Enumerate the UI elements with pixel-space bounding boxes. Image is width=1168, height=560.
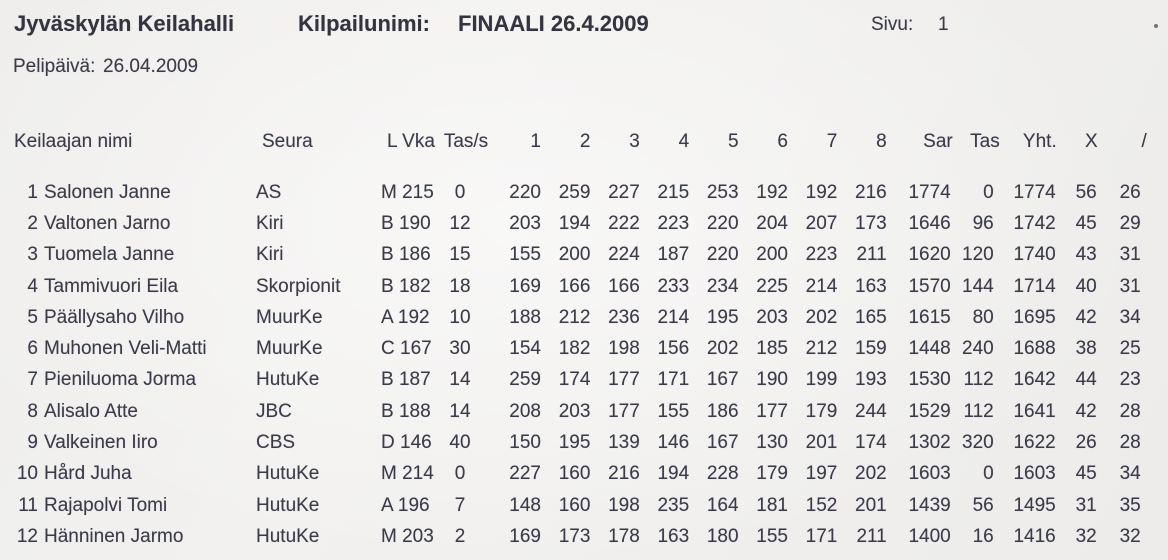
game-1-score: 208 (509, 400, 541, 422)
game-1-score: 155 (509, 244, 541, 266)
strikes-count: 42 (1075, 400, 1097, 422)
game-3-score: 216 (608, 463, 640, 485)
game-6-score: 177 (756, 400, 788, 422)
table-row (0, 177, 1168, 208)
game-2-score: 203 (558, 400, 591, 422)
game-8-score: 201 (855, 494, 887, 516)
game-6-score: 181 (756, 494, 788, 516)
game-3-score: 236 (608, 306, 640, 328)
player-rank: 10 (16, 463, 38, 485)
col-header-series-total: Sar (923, 131, 953, 152)
player-rank: 12 (16, 525, 38, 547)
spares-count: 34 (1119, 463, 1141, 485)
col-header-game-6: 6 (777, 131, 788, 152)
game-4-score: 163 (657, 525, 690, 547)
player-handicap-per-series: 0 (454, 181, 466, 203)
series-total: 1570 (908, 275, 951, 297)
spares-count: 29 (1119, 212, 1141, 234)
game-2-score: 182 (558, 338, 591, 360)
game-3-score: 139 (608, 432, 640, 454)
player-rank: 6 (27, 338, 38, 360)
game-8-score: 216 (855, 181, 887, 203)
player-handicap-per-series: 10 (449, 306, 471, 328)
handicap-total: 112 (963, 400, 994, 422)
player-club: HutuKe (256, 463, 320, 485)
player-class-average: D 146 (381, 432, 432, 454)
competition-label: Kilpailunimi: (298, 11, 430, 36)
playdate-value: 26.04.2009 (103, 56, 199, 77)
game-5-score: 195 (706, 306, 739, 328)
col-header-handicap-total: Tas (970, 131, 1000, 152)
player-club: JBC (256, 400, 292, 422)
page-number-label: Sivu: (871, 14, 914, 35)
player-club: HutuKe (256, 525, 320, 547)
grand-total: 1695 (1013, 306, 1056, 328)
player-handicap-per-series: 18 (449, 275, 471, 297)
player-rank: 11 (18, 494, 38, 516)
grand-total: 1603 (1013, 463, 1056, 485)
col-header-game-3: 3 (629, 131, 640, 152)
game-6-score: 225 (756, 275, 788, 297)
player-name: Valtonen Jarno (44, 212, 171, 234)
player-class-average: A 196 (381, 494, 430, 516)
strikes-count: 44 (1075, 369, 1097, 391)
player-class-average: B 182 (381, 275, 431, 297)
game-6-score: 192 (756, 181, 788, 203)
table-row (0, 302, 1168, 333)
grand-total: 1416 (1013, 525, 1056, 547)
game-7-score: 223 (805, 244, 838, 266)
game-4-score: 155 (657, 400, 690, 422)
player-handicap-per-series: 14 (449, 369, 471, 391)
grand-total: 1740 (1013, 244, 1056, 266)
col-header-game-1: 1 (530, 131, 541, 152)
series-total: 1302 (908, 432, 951, 454)
col-header-spares: / (1141, 131, 1147, 152)
spares-count: 31 (1119, 275, 1141, 297)
game-7-score: 179 (805, 400, 838, 422)
col-header-game-4: 4 (678, 131, 690, 152)
player-rank: 2 (27, 212, 38, 234)
player-handicap-per-series: 0 (454, 463, 466, 485)
player-club: Skorpionit (256, 275, 341, 297)
col-header-strikes: X (1085, 131, 1098, 152)
player-class-average: M 215 (381, 181, 434, 203)
game-1-score: 148 (509, 494, 541, 516)
col-header-game-7: 7 (826, 131, 838, 152)
series-total: 1620 (908, 244, 951, 266)
game-5-score: 167 (706, 369, 739, 391)
handicap-total: 320 (962, 432, 994, 454)
player-name: Hård Juha (44, 463, 132, 485)
game-5-score: 180 (706, 525, 739, 547)
series-total: 1530 (908, 369, 951, 391)
table-rows (0, 177, 1168, 553)
player-handicap-per-series: 14 (449, 400, 471, 422)
player-club: AS (256, 181, 282, 203)
game-7-score: 207 (805, 212, 838, 234)
player-club: CBS (256, 432, 296, 454)
game-2-score: 174 (558, 369, 591, 391)
handicap-total: 112 (963, 369, 994, 391)
game-2-score: 160 (558, 494, 591, 516)
handicap-total: 240 (962, 338, 994, 360)
player-class-average: A 192 (381, 306, 430, 328)
strikes-count: 31 (1075, 494, 1097, 516)
grand-total: 1688 (1013, 338, 1056, 360)
player-name: Hänninen Jarmo (44, 525, 184, 547)
series-total: 1439 (908, 494, 951, 516)
game-7-score: 192 (805, 181, 838, 203)
series-total: 1400 (908, 525, 951, 547)
player-class-average: B 187 (381, 369, 431, 391)
handicap-total: 0 (983, 181, 994, 203)
table-row (0, 240, 1168, 271)
table-row (0, 459, 1168, 490)
player-name: Tammivuori Eila (44, 275, 179, 297)
game-2-score: 259 (558, 181, 591, 203)
game-2-score: 194 (558, 212, 591, 234)
strikes-count: 40 (1075, 275, 1097, 297)
player-handicap-per-series: 15 (449, 244, 471, 266)
game-8-score: 165 (855, 306, 887, 328)
game-3-score: 177 (608, 400, 640, 422)
game-3-score: 177 (608, 369, 640, 391)
venue-title: Jyväskylän Keilahalli (14, 11, 235, 36)
player-club: HutuKe (256, 369, 320, 391)
game-6-score: 203 (756, 306, 788, 328)
game-8-score: 211 (856, 244, 887, 266)
strikes-count: 26 (1075, 432, 1097, 454)
player-rank: 8 (27, 400, 38, 422)
game-3-score: 198 (608, 338, 640, 360)
game-5-score: 164 (706, 494, 739, 516)
game-6-score: 130 (756, 432, 788, 454)
player-class-average: B 190 (381, 212, 431, 234)
table-row (0, 333, 1168, 364)
series-total: 1529 (908, 400, 951, 422)
game-8-score: 163 (855, 275, 887, 297)
game-6-score: 185 (756, 338, 788, 360)
spares-count: 23 (1119, 369, 1141, 391)
handicap-total: 96 (972, 212, 994, 234)
grand-total: 1495 (1013, 494, 1056, 516)
game-1-score: 154 (509, 338, 541, 360)
game-2-score: 200 (558, 244, 591, 266)
series-total: 1615 (908, 306, 951, 328)
handicap-total: 0 (983, 463, 994, 485)
grand-total: 1641 (1013, 400, 1056, 422)
handicap-total: 80 (972, 306, 994, 328)
game-6-score: 190 (756, 369, 788, 391)
table-row (0, 427, 1168, 458)
series-total: 1603 (908, 463, 951, 485)
player-handicap-per-series: 2 (454, 525, 466, 547)
game-5-score: 220 (706, 212, 739, 234)
game-5-score: 202 (706, 338, 739, 360)
game-1-score: 227 (509, 463, 541, 485)
grand-total: 1774 (1013, 181, 1056, 203)
game-5-score: 186 (706, 400, 739, 422)
strikes-count: 56 (1075, 181, 1097, 203)
strikes-count: 43 (1075, 244, 1097, 266)
game-2-score: 195 (558, 432, 591, 454)
player-rank: 3 (27, 244, 38, 266)
competition-name: FINAALI 26.4.2009 (458, 11, 649, 36)
player-class-average: M 214 (381, 463, 434, 485)
col-header-club: Seura (262, 131, 313, 152)
game-8-score: 193 (855, 369, 887, 391)
player-rank: 9 (27, 432, 38, 454)
game-3-score: 227 (608, 181, 640, 203)
spares-count: 28 (1119, 400, 1141, 422)
spares-count: 28 (1119, 432, 1141, 454)
game-6-score: 155 (756, 525, 788, 547)
game-8-score: 159 (855, 338, 887, 360)
table-row (0, 521, 1168, 552)
player-club: Kiri (256, 212, 284, 234)
player-class-average: C 167 (381, 338, 432, 360)
player-name: Salonen Janne (44, 181, 171, 203)
player-class-average: B 186 (381, 244, 431, 266)
strikes-count: 45 (1075, 463, 1097, 485)
game-7-score: 202 (805, 306, 838, 328)
strikes-count: 38 (1075, 338, 1097, 360)
game-2-score: 212 (558, 306, 591, 328)
game-4-score: 233 (657, 275, 690, 297)
table-row (0, 208, 1168, 239)
player-name: Alisalo Atte (44, 400, 138, 422)
spares-count: 35 (1119, 494, 1141, 516)
player-name: Tuomela Janne (44, 244, 175, 266)
player-handicap-per-series: 12 (449, 212, 471, 234)
spares-count: 34 (1119, 306, 1141, 328)
spares-count: 26 (1119, 181, 1141, 203)
game-4-score: 187 (657, 244, 690, 266)
player-club: Kiri (256, 244, 284, 266)
player-rank: 4 (27, 275, 38, 297)
game-1-score: 169 (509, 525, 541, 547)
table-row (0, 490, 1168, 521)
strikes-count: 42 (1075, 306, 1097, 328)
spares-count: 25 (1119, 338, 1141, 360)
game-4-score: 223 (657, 212, 690, 234)
player-class-average: B 188 (381, 400, 431, 422)
game-5-score: 228 (706, 463, 739, 485)
game-4-score: 146 (657, 432, 690, 454)
table-row (0, 396, 1168, 427)
player-rank: 7 (27, 369, 38, 391)
handicap-total: 56 (972, 494, 994, 516)
game-4-score: 235 (657, 494, 690, 516)
player-name: Rajapolvi Tomi (44, 494, 168, 516)
game-2-score: 166 (558, 275, 591, 297)
handicap-total: 144 (962, 275, 994, 297)
game-7-score: 212 (805, 338, 838, 360)
game-1-score: 259 (509, 369, 541, 391)
game-7-score: 201 (805, 432, 838, 454)
table-row (0, 365, 1168, 396)
spares-count: 31 (1119, 244, 1141, 266)
handicap-total: 16 (972, 525, 994, 547)
col-header-bowler-name: Keilaajan nimi (14, 131, 133, 152)
game-7-score: 197 (805, 463, 838, 485)
game-6-score: 204 (756, 212, 788, 234)
game-1-score: 150 (509, 432, 541, 454)
game-1-score: 188 (509, 306, 541, 328)
col-header-game-8: 8 (876, 131, 887, 152)
player-class-average: M 203 (381, 525, 434, 547)
game-8-score: 173 (855, 212, 887, 234)
player-club: MuurKe (256, 338, 323, 360)
playdate-label: Pelipäivä: (13, 56, 96, 77)
game-8-score: 244 (855, 400, 887, 422)
game-4-score: 194 (657, 463, 690, 485)
game-8-score: 211 (856, 525, 887, 547)
player-rank: 1 (27, 181, 38, 203)
game-1-score: 220 (509, 181, 541, 203)
player-name: Pieniluoma Jorma (44, 369, 197, 391)
game-4-score: 171 (657, 369, 690, 391)
strikes-count: 32 (1075, 525, 1097, 547)
player-handicap-per-series: 40 (449, 432, 471, 454)
game-3-score: 222 (608, 212, 640, 234)
player-rank: 5 (27, 306, 38, 328)
game-1-score: 203 (509, 212, 541, 234)
grand-total: 1622 (1013, 432, 1056, 454)
spares-count: 32 (1119, 525, 1141, 547)
grand-total: 1742 (1013, 212, 1056, 234)
player-club: HutuKe (256, 494, 320, 516)
game-7-score: 199 (805, 369, 838, 391)
game-2-score: 160 (558, 463, 591, 485)
game-7-score: 214 (805, 275, 838, 297)
game-8-score: 174 (855, 432, 887, 454)
game-5-score: 220 (706, 244, 739, 266)
game-7-score: 152 (805, 494, 838, 516)
strikes-count: 45 (1075, 212, 1097, 234)
game-3-score: 166 (608, 275, 640, 297)
series-total: 1646 (908, 212, 951, 234)
game-3-score: 198 (608, 494, 640, 516)
game-4-score: 215 (657, 181, 690, 203)
game-2-score: 173 (558, 525, 591, 547)
handicap-total: 120 (962, 244, 994, 266)
game-3-score: 224 (608, 244, 640, 266)
game-4-score: 156 (657, 338, 690, 360)
results-table (0, 131, 1168, 553)
game-3-score: 178 (608, 525, 640, 547)
table-row (0, 271, 1168, 302)
game-6-score: 179 (756, 463, 788, 485)
col-header-game-2: 2 (579, 131, 591, 152)
table-header-row (0, 131, 1168, 153)
scan-artifact-dot (1154, 24, 1158, 28)
game-7-score: 171 (805, 525, 838, 547)
player-name: Muhonen Veli-Matti (44, 338, 207, 360)
game-1-score: 169 (509, 275, 541, 297)
player-handicap-per-series: 7 (454, 494, 466, 516)
col-header-game-5: 5 (727, 131, 739, 152)
game-5-score: 253 (706, 181, 739, 203)
grand-total: 1714 (1013, 275, 1056, 297)
grand-total: 1642 (1013, 369, 1056, 391)
player-name: Päällysaho Vilho (44, 306, 185, 328)
col-header-class-average: L Vka (387, 131, 435, 152)
game-5-score: 234 (706, 275, 739, 297)
game-6-score: 200 (756, 244, 788, 266)
game-8-score: 202 (855, 463, 887, 485)
player-name: Valkeinen Iiro (44, 432, 158, 454)
col-header-handicap-per-series: Tas/s (443, 131, 489, 152)
player-handicap-per-series: 30 (449, 338, 471, 360)
game-5-score: 167 (706, 432, 739, 454)
series-total: 1448 (908, 338, 951, 360)
game-4-score: 214 (657, 306, 690, 328)
series-total: 1774 (908, 181, 951, 203)
col-header-grand-total: Yht. (1022, 131, 1057, 152)
player-club: MuurKe (256, 306, 323, 328)
page-number-value: 1 (938, 14, 949, 35)
